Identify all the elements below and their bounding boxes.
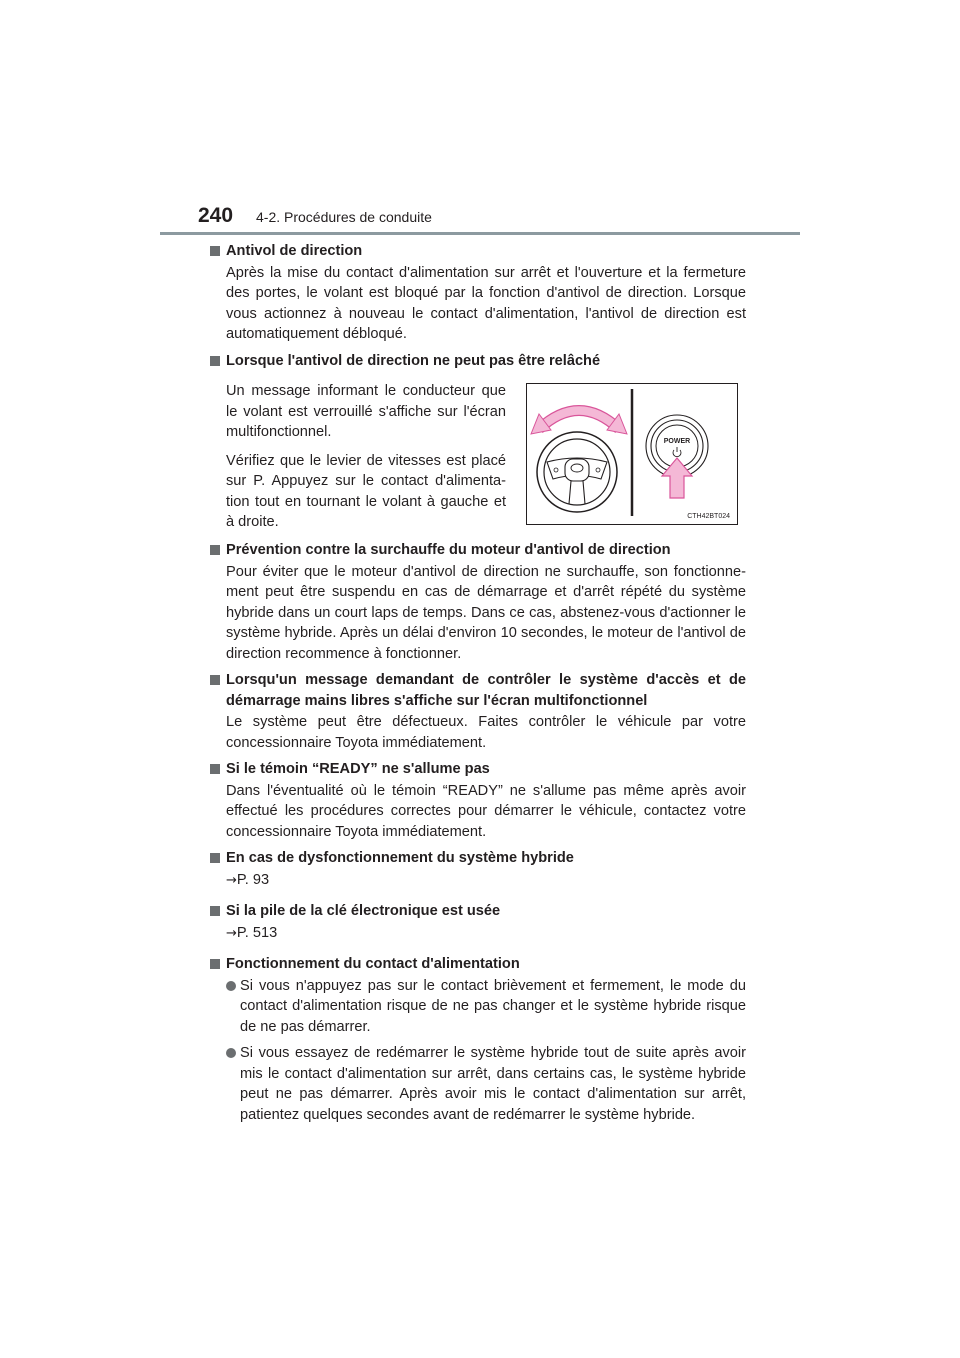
section-square-icon: [210, 675, 220, 685]
steering-wheel-icon: [537, 432, 617, 512]
power-button-label: POWER: [663, 438, 691, 445]
section-square-icon: [210, 545, 220, 555]
section-title: Antivol de direction: [226, 243, 363, 259]
section-key-battery: [210, 901, 746, 944]
page-number: 240: [198, 204, 234, 227]
section-unlock-failure: [210, 351, 746, 535]
list-item: [210, 1043, 746, 1125]
page-reference-link[interactable]: P. 513: [236, 924, 278, 941]
section-antivol: [210, 241, 746, 345]
list-item-text: Si vous essayez de redémarrer le système hybride tout de suite après avoir mis le contact d'alimentation sur arrêt, dans certains cas, le système hybride peut ne pas démarrer. Après avoir mis le contact d'alimentation sur arrêt, patientez quelques secondes avant de redémarrer le système hybride.: [240, 1045, 746, 1123]
illustration-svg: [527, 384, 737, 524]
page-content: [210, 241, 746, 1131]
section-body: Dans l'éventualité où le témoin “READY” ne s'allume pas même après avoir effectué les procédures correctes pour démarrer le véhicule, contactez votre concessionnaire Toyota immédiatement.: [226, 782, 746, 840]
steering-power-illustration: [526, 383, 738, 525]
section-title: Lorsqu'un message demandant de contrôler le système d'accès et de démarrage mains libres s'affiche sur l'écran multifonctionnel: [226, 672, 746, 709]
section-square-icon: [210, 906, 220, 916]
section-title: Fonctionnement du contact d'alimentation: [226, 956, 520, 972]
arrow-right-icon: →: [226, 872, 237, 888]
section-paragraph: Un message informant le conducteur que le volant est verrouillé s'affiche sur l'écran multifonctionnel.: [226, 383, 506, 440]
section-hybrid-malfunction: [210, 848, 746, 891]
arrow-right-icon: →: [226, 925, 237, 941]
bullet-dot-icon: [226, 1048, 236, 1058]
section-title: Prévention contre la surchauffe du moteur d'antivol de direction: [226, 542, 671, 558]
section-power-switch-operation: [210, 954, 746, 1125]
list-item-text: Si vous n'appuyez pas sur le contact brièvement et fermement, le mode du contact d'alimentation risque de ne pas changer et le système hybride risque de ne pas démarrer.: [240, 977, 746, 1035]
section-ready-indicator: [210, 759, 746, 842]
section-title: Si la pile de la clé électronique est usée: [226, 903, 501, 919]
section-title: En cas de dysfonctionnement du système hybride: [226, 850, 574, 866]
section-square-icon: [210, 853, 220, 863]
rotate-arrow-icon: [531, 411, 627, 435]
list-item: [210, 976, 746, 1038]
section-body: Après la mise du contact d'alimentation sur arrêt et l'ouverture et la fermeture des portes, le volant est bloqué par la fonction d'antivol de direction. Lorsque vous actionnez à nouveau le contact d'alimentation, l'antivol de direction est automatiquement débloqué.: [226, 264, 746, 342]
chapter-title: 4-2. Procédures de conduite: [256, 209, 432, 225]
section-square-icon: [210, 246, 220, 256]
section-square-icon: [210, 959, 220, 969]
page-reference-link[interactable]: P. 93: [236, 871, 270, 888]
figure-code: CTH42BT024: [687, 513, 730, 520]
section-smart-entry-message: [210, 670, 746, 753]
section-body: Le système peut être défectueux. Faites contrôler le véhicule par votre concessionnaire Toyota immédiatement.: [226, 714, 746, 751]
section-title: Lorsque l'antivol de direction ne peut pas être relâché: [226, 352, 601, 369]
section-paragraph: Vérifiez que le levier de vitesses est placé sur P. Appuyez sur le contact d'alimenta-tion tout en tournant le volant à gauche et à droite.: [226, 452, 506, 530]
bullet-dot-icon: [226, 981, 236, 991]
section-square-icon: [210, 764, 220, 774]
section-body: Pour éviter que le moteur d'antivol de direction ne surchauffe, son fonctionne-ment peut être suspendu en cas de démarrage et d'arrêt répété du système hybride dans un court laps de temps. Dans ce cas, abstenez-vous d'actionner le système hybride. Après un délai d'environ 10 secondes, le moteur de l'antivol de direction recommence à fonctionner.: [226, 563, 746, 662]
section-title: Si le témoin “READY” ne s'allume pas: [226, 761, 490, 777]
header-rule: [160, 232, 800, 235]
section-overheat: [210, 540, 746, 664]
section-square-icon: [210, 356, 220, 366]
